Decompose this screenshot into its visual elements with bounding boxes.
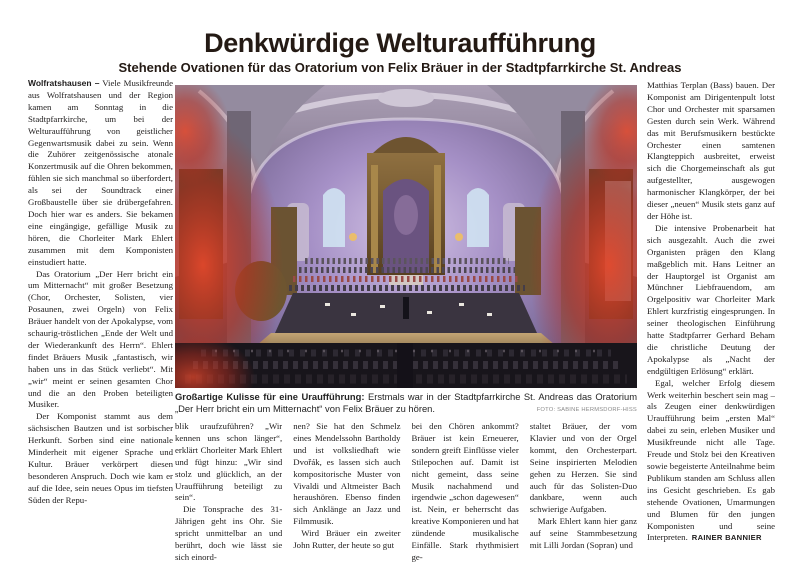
- subheadline: Stehende Ovationen für das Oratorium von Felix Bräuer in der Stadtpfarrkirche St. Andreas: [118, 60, 682, 75]
- body-column-right: [647, 80, 775, 563]
- author-byline: RAINER BANNIER: [691, 533, 762, 543]
- body-column-4: [530, 421, 637, 565]
- paragraph: [28, 78, 173, 269]
- dateline: Wolfratshausen –: [28, 78, 100, 88]
- paragraph: Matthias Terplan (Bass) bauen. Der Komponist am Dirigentenpult lotst Chor und Orchester mit sparsamen Gesten durch sein Werk. Während das mit Berufsmusikern bestückte Orchester einen samtenen Klangteppich ausbreitet, erweist sich die Chorgemeinschaft als gut aufgestellter, ausgewogen harmonischer Klangkörper, der bei dieser „neuen“ Musik stets ganz auf der Höhe ist.: [647, 80, 775, 221]
- photo-credit: FOTO: SABINE HERMSDORF-HISS: [536, 407, 637, 413]
- paragraph: [647, 378, 775, 545]
- paragraph: Das Oratorium „Der Herr bricht ein um Mitternacht“ mit großer Besetzung (Chor, Orchester, Solisten, vier Posaunen, zwei Orgeln) von Felix Bräuer handelt von der Apokalypse, vom schaurig-tröstlichen „Ende der Welt und der Wiederankunft des Herrn“. Ehlert findet Bräuers Musik „fantastisch, wir haben uns in das Stück verliebt“. Mit „wir“ meint er seinen gesamten Chor und die an den Proben beteiligten Musiker.: [28, 268, 173, 410]
- caption-lead: Großartige Kulisse für eine Uraufführung:: [175, 391, 365, 402]
- church-concert-illustration: [175, 85, 637, 388]
- paragraph-text: Viele Musikfreunde aus Wolfratshausen und der Region kamen am Sonntag in die Stadtpfarrkirche, um bei der Welturaufführung von geistlicher Gegenwartsmusik dabei zu sein. Wenn die Zuhörer zeitgenössische atonale Konzertmusik auf die Ohren bekommen, fühlen sie sich manchmal so überfordert, als sei der Soundtrack einer Großbaustelle über sie drübergefahren. Doch hier war es anders. Sie bekamen eine eingängige, gefällige Musik zu hören, die Chorleiter Mark Ehlert zusammen mit dem Komponisten einstudiert hatte.: [28, 78, 173, 267]
- body-column-1: [175, 421, 282, 565]
- paragraph: Wird Bräuer ein zweiter John Rutter, der heute so gut: [293, 528, 401, 551]
- lower-columns: [175, 421, 637, 565]
- paragraph-text: Egal, welcher Erfolg diesem Werk weiterhin beschert sein mag – als Zeugen einer denkwürdigen Uraufführung beim „ersten Mal“ dabei zu sein, erleben Musiker und Musikfreunde nicht alle Tage. Freude und Stolz bei den Kreativen sowie begeisterte Anteilnahme beim Publikum standen am Schluss allen ins Gesicht geschrieben. Es gab stehende Ovationen, Umarmungen und Blumen für den jungen Komponisten und seine Interpreten.: [647, 377, 775, 543]
- paragraph: bei den Chören ankommt? Bräuer ist kein Erneuerer, sondern greift Einflüsse vieler Stilepochen auf. Damit ist nicht gemeint, dass seine Musik nachahmend und irgendwie „schon dagewesen“ ist. Nein, er beherrscht das kreative Komponieren und hat zündende musikalische Einfälle. Stark rhythmisiert ge-: [411, 421, 519, 562]
- paragraph: blik uraufzuführen? „Wir kennen uns schon länger“, erklärt Chorleiter Mark Ehlert und fügt hinzu: „Wir sind stolz und glücklich, an der Uraufführung beteiligt zu sein“.: [175, 421, 283, 503]
- photo-caption: [175, 391, 637, 414]
- body-column-3: [412, 421, 519, 565]
- paragraph: staltet Bräuer, der vom Klavier und von der Orgel kommt, den Orchesterpart. Seine inspirierten Melodien gehen zu Herzen. Sie sind auch für das Solisten-Duo dankbare, wenn auch schwierige Aufgaben.: [529, 421, 637, 515]
- body-column-2: [293, 421, 400, 565]
- headline: Denkwürdige Welturaufführung: [204, 28, 596, 58]
- caption-text: Erstmals war in der Stadtpfarrkirche St. Andreas das Oratorium „Der Herr bricht ein um Mitternacht“ von Felix Bräuer zu hören.: [175, 391, 638, 414]
- body-column-left: [28, 78, 173, 558]
- article-header: [0, 28, 800, 75]
- paragraph: Die intensive Probenarbeit hat sich ausgezahlt. Auch die zwei Organisten prägen den Klang maßgeblich mit. Hans Leitner an der Hauptorgel ist Organist am Münchner Liebfrauendom, am Orgelpositiv war Chorleiter Mark Ehlert kurzfristig eingesprungen. In seiner theologischen Einführung hatte Stadtpfarrer Gerhard Beham die christliche Deutung der Apokalypse als „Nacht der endgültigen Erlösung“ erklärt.: [647, 222, 775, 376]
- paragraph: Mark Ehlert kann hier ganz auf seine Stammbesetzung mit Lilli Jordan (Sopran) und: [529, 516, 637, 551]
- paragraph: nen? Sie hat den Schmelz eines Mendelssohn Bartholdy und ist volksliedhaft wie Dvořák, es lassen sich auch kompositorische Muster von Vivaldi und Altmeister Bach heraushören. Ebenso finden sich Anklänge an Jazz und Filmmusik.: [293, 421, 401, 527]
- paragraph: Der Komponist stammt aus dem sächsischen Bautzen und ist sorbischer Herkunft. Sorben sind eine nationale Minderheit mit eigener Sprache und Kultur. Bräuer verkörpert diesen besonderen Anspruch. Doch wie kam er auf die Idee, sein neues Opus im tiefsten Süden der Repu-: [28, 411, 173, 505]
- paragraph: Die Tonsprache des 31-Jährigen geht ins Ohr. Sie spricht unmittelbar an und berührt, doch wie lässt sie sich einord-: [175, 504, 283, 562]
- church-concert-photo: [175, 85, 637, 388]
